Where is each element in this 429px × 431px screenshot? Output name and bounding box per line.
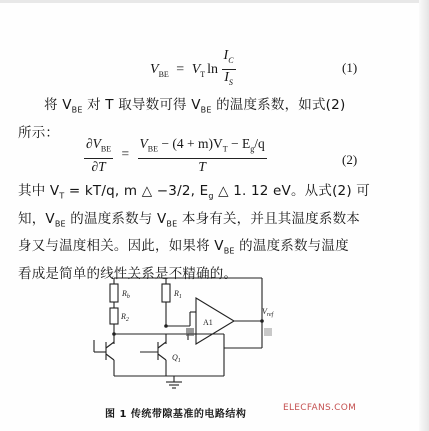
page-edge-shadow <box>0 0 429 3</box>
equation-2: $\frac{\partial V_{BE}}{\partial T}$ = $\frac{V_{BE} - (4 + m)V_T - E_g/q}{T}$ <box>86 136 265 174</box>
bandgap-circuit-diagram <box>84 272 324 392</box>
equation-2-number: (2) <box>342 152 358 167</box>
label-r2: $R_2$ <box>121 312 129 323</box>
resistor-r2 <box>110 308 118 324</box>
resistor-r1 <box>162 284 170 302</box>
label-r1: $R_1$ <box>174 289 182 300</box>
opamp-a1 <box>196 298 234 344</box>
equation-1-number: (1) <box>342 60 358 75</box>
paragraph-1: 将 $V_{BE}$ 对 T 取导数可得 $V_{BE}$ 的温度系数，如式(2) 所示： <box>18 97 346 141</box>
resistor-rb <box>110 284 118 302</box>
paragraph-2: 其中 $V_T = kT/q$, m △ −3/2, $E_g$ △ 1. 12 eV。从式(2) 可 知，$V_{BE}$ 的温度系数与 $V_{BE}$ 本身有关，并且其温度系数本 身又与温度相关。因此，如果将 $V_{BE}$ 的温度系数与温度 看成是简单的线性关系是不精确的。 <box>18 183 371 283</box>
equation-1: $V_{BE} = V_T$ ln $\frac{I_C}{I_S}$ <box>150 48 234 87</box>
watermark: ELECFANS.COM <box>283 403 357 413</box>
label-a1: A1 <box>203 318 213 327</box>
label-rb: $R_b$ <box>122 289 130 300</box>
page-edge-shadow-right <box>419 0 429 431</box>
figure-caption: 图 1 传统带隙基准的电路结构 <box>105 409 247 420</box>
label-q1: $Q_1$ <box>172 353 181 364</box>
label-vref: $V_{ref}$ <box>262 307 274 318</box>
